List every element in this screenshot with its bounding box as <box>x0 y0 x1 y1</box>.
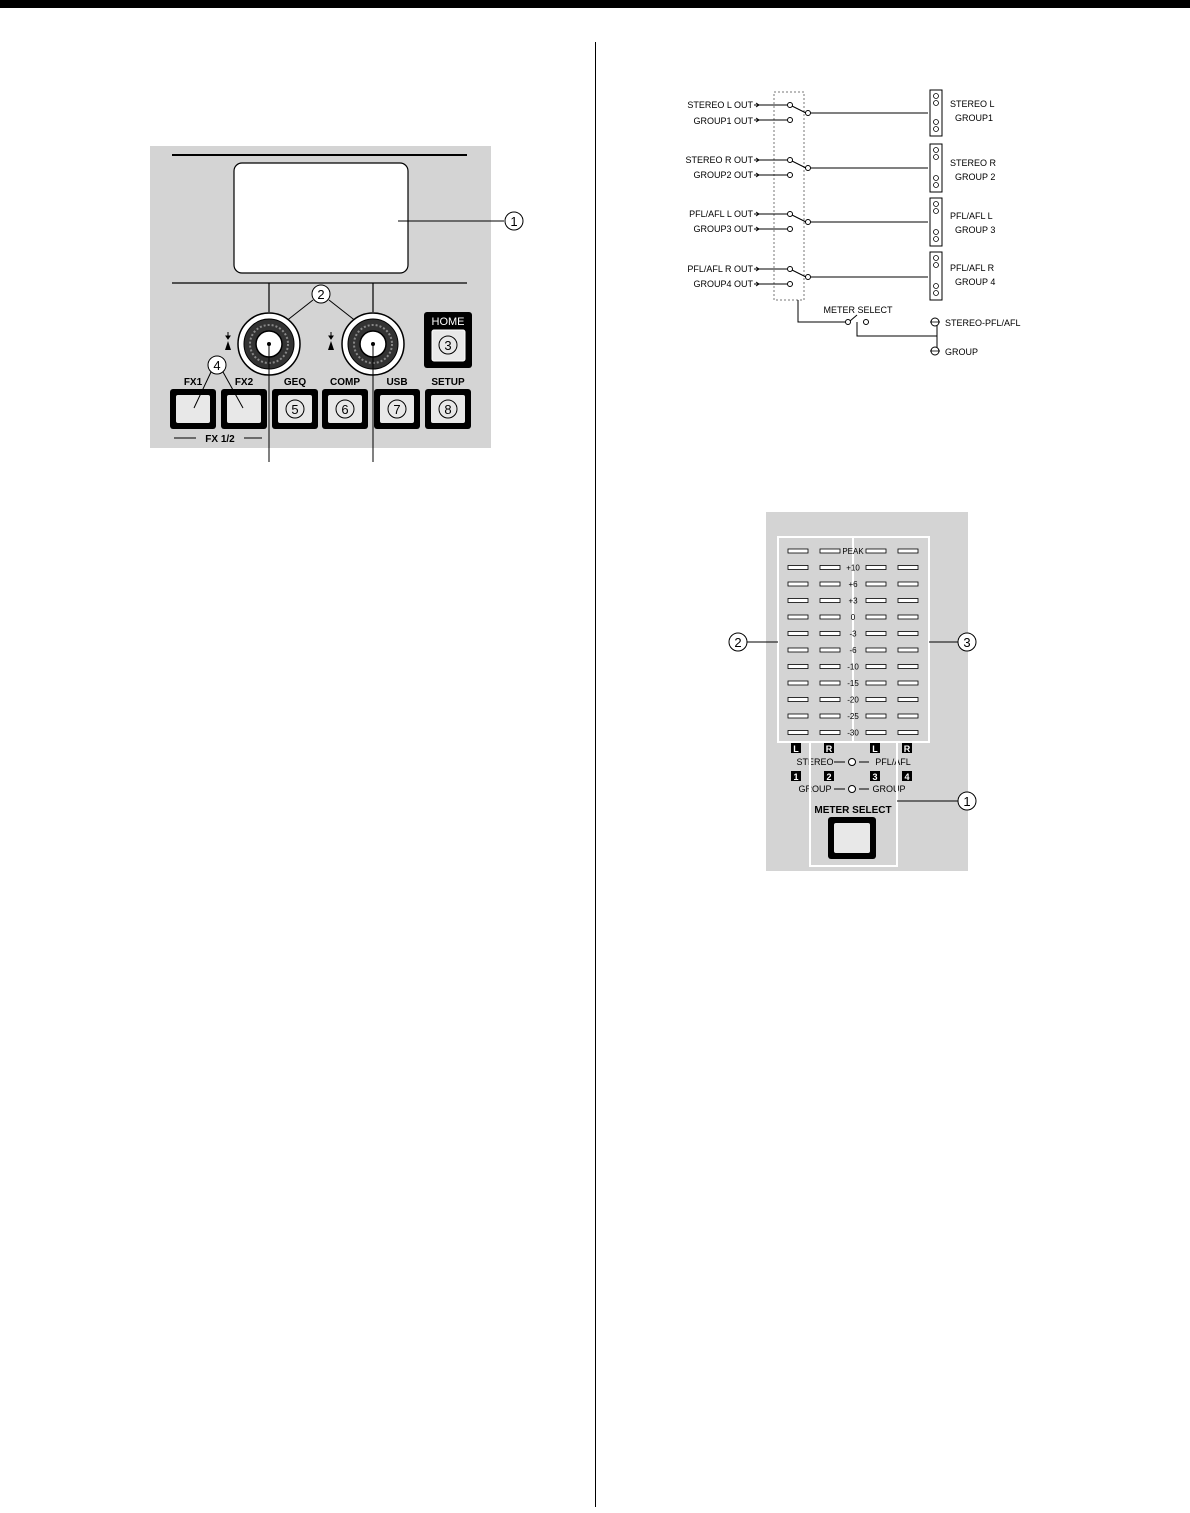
meter-led-segment <box>866 632 886 636</box>
input-stereo-r-out: STEREO R OUT <box>685 155 753 165</box>
meter-led-segment <box>820 632 840 636</box>
meter-led-segment <box>866 599 886 603</box>
meter-led-segment <box>788 648 808 652</box>
meter-led-segment <box>898 549 918 553</box>
meter-select-button[interactable] <box>828 817 876 859</box>
meter-led-segment <box>788 566 808 570</box>
meter-stereo-label: STEREO <box>796 757 834 767</box>
group-led <box>849 786 856 793</box>
meter-led-segment <box>788 714 808 718</box>
meter-led-segment <box>898 648 918 652</box>
callout-1-label: 1 <box>510 214 518 229</box>
meter-led-segment <box>788 632 808 636</box>
meter-scale-label: -10 <box>847 662 859 672</box>
meter-led-segment <box>898 665 918 669</box>
badge-1-label: 1 <box>793 772 799 782</box>
meter-led-segment <box>820 648 840 652</box>
badge-3-label: 3 <box>872 772 878 782</box>
meter-led-segment <box>788 549 808 553</box>
meter-scale-label: -3 <box>849 629 857 639</box>
meter-led-segment <box>788 599 808 603</box>
badge-l-left-label: L <box>793 744 799 754</box>
fx-group-label: FX 1/2 <box>205 434 235 445</box>
meter-led-segment <box>820 665 840 669</box>
meter-scale-label: -30 <box>847 728 859 738</box>
meter-led-segment <box>820 698 840 702</box>
setup-label: SETUP <box>431 377 465 388</box>
callout-5-label: 5 <box>291 402 299 417</box>
fx2-label: FX2 <box>234 377 254 388</box>
meter-led-segment <box>820 599 840 603</box>
output-group2: GROUP 2 <box>955 172 996 182</box>
badge-2-label: 2 <box>826 772 832 782</box>
meter-led-segment <box>898 698 918 702</box>
meter-led-segment <box>898 599 918 603</box>
input-group1-out: GROUP1 OUT <box>693 116 753 126</box>
meter-pfl-afl-label: PFL/AFL <box>875 757 911 767</box>
input-group3-out: GROUP3 OUT <box>693 224 753 234</box>
meter-led-segment <box>788 698 808 702</box>
meter-led-segment <box>866 648 886 652</box>
meter-led-segment <box>898 615 918 619</box>
meter-led-segment <box>898 681 918 685</box>
meter-led-segment <box>898 714 918 718</box>
meter-scale-label: -6 <box>849 646 857 655</box>
meter-led-segment <box>788 665 808 669</box>
meter-led-segment <box>898 731 918 735</box>
meter-led-segment <box>820 731 840 735</box>
fx1-label: FX1 <box>183 377 203 388</box>
callout-3-label: 3 <box>444 338 452 353</box>
input-stereo-l-out: STEREO L OUT <box>687 100 753 110</box>
meter-led-segment <box>898 632 918 636</box>
home-label: HOME <box>431 316 465 328</box>
geq-label: GEQ <box>283 377 307 388</box>
meter-scale-label: -25 <box>847 712 859 721</box>
meter-led-segment <box>788 681 808 685</box>
callout-8-label: 8 <box>444 402 452 417</box>
usb-label: USB <box>386 377 408 388</box>
meter-scale-label: 0 <box>850 613 856 622</box>
meter-led-segment <box>820 582 840 586</box>
output-group4: GROUP 4 <box>955 277 996 287</box>
badge-l-right-label: L <box>872 744 878 754</box>
meter-led-segment <box>788 582 808 586</box>
input-pfl-afl-r-out: PFL/AFL R OUT <box>687 264 753 274</box>
meter-select-button-label: METER SELECT <box>814 805 892 816</box>
callout-7-label: 7 <box>393 402 401 417</box>
meter-scale-label: +3 <box>848 596 858 606</box>
meter-scale-label: -15 <box>847 679 859 688</box>
meter-led-segment <box>820 714 840 718</box>
meter-led-segment <box>820 566 840 570</box>
badge-4-label: 4 <box>904 772 910 782</box>
meter-led-segment <box>820 549 840 553</box>
meter-led-segment <box>866 714 886 718</box>
led-stereo-pfl-afl-label: STEREO-PFL/AFL <box>945 318 1021 328</box>
comp-label: COMP <box>330 377 360 388</box>
meter-led-segment <box>820 681 840 685</box>
output-group3: GROUP 3 <box>955 225 996 235</box>
badge-r-left-label: R <box>825 744 833 754</box>
stereo-pfl-led <box>849 759 856 766</box>
meter-led-segment <box>866 615 886 619</box>
output-stereo-l: STEREO L <box>950 99 995 109</box>
routing-meter-select-label: METER SELECT <box>823 305 893 315</box>
input-pfl-afl-l-out: PFL/AFL L OUT <box>689 209 753 219</box>
meter-group-right-label: GROUP <box>872 784 906 794</box>
meter-led-segment <box>866 681 886 685</box>
meter-led-segment <box>866 665 886 669</box>
meter-scale-label: +10 <box>846 563 860 573</box>
meter-callout-2-label: 2 <box>734 635 742 650</box>
meter-led-segment <box>820 615 840 619</box>
callout-4-label: 4 <box>213 358 221 373</box>
meter-scale-label: -20 <box>847 695 859 705</box>
meter-led-segment <box>788 615 808 619</box>
meter-led-segment <box>898 566 918 570</box>
meter-led-segment <box>898 582 918 586</box>
meter-scale-label: +6 <box>848 580 858 589</box>
led-group-label: GROUP <box>945 347 979 357</box>
meter-callout-1-label: 1 <box>963 794 971 809</box>
input-group2-out: GROUP2 OUT <box>693 170 753 180</box>
callout-6-label: 6 <box>341 402 349 417</box>
meter-led-segment <box>866 731 886 735</box>
callout-2-label: 2 <box>317 287 325 302</box>
output-pfl-afl-l: PFL/AFL L <box>950 211 993 221</box>
meter-led-segment <box>866 566 886 570</box>
meter-led-segment <box>866 698 886 702</box>
meter-callout-3-label: 3 <box>963 635 971 650</box>
meter-group-left-label: GROUP <box>798 784 832 794</box>
meter-scale-label: PEAK <box>842 547 864 556</box>
input-group4-out: GROUP4 OUT <box>693 279 753 289</box>
meter-led-segment <box>866 582 886 586</box>
meter-led-segment <box>788 731 808 735</box>
output-group1: GROUP1 <box>955 113 994 123</box>
meter-led-segment <box>866 549 886 553</box>
output-stereo-r: STEREO R <box>950 158 997 168</box>
output-pfl-afl-r: PFL/AFL R <box>950 263 995 273</box>
badge-r-right-label: R <box>903 744 911 754</box>
